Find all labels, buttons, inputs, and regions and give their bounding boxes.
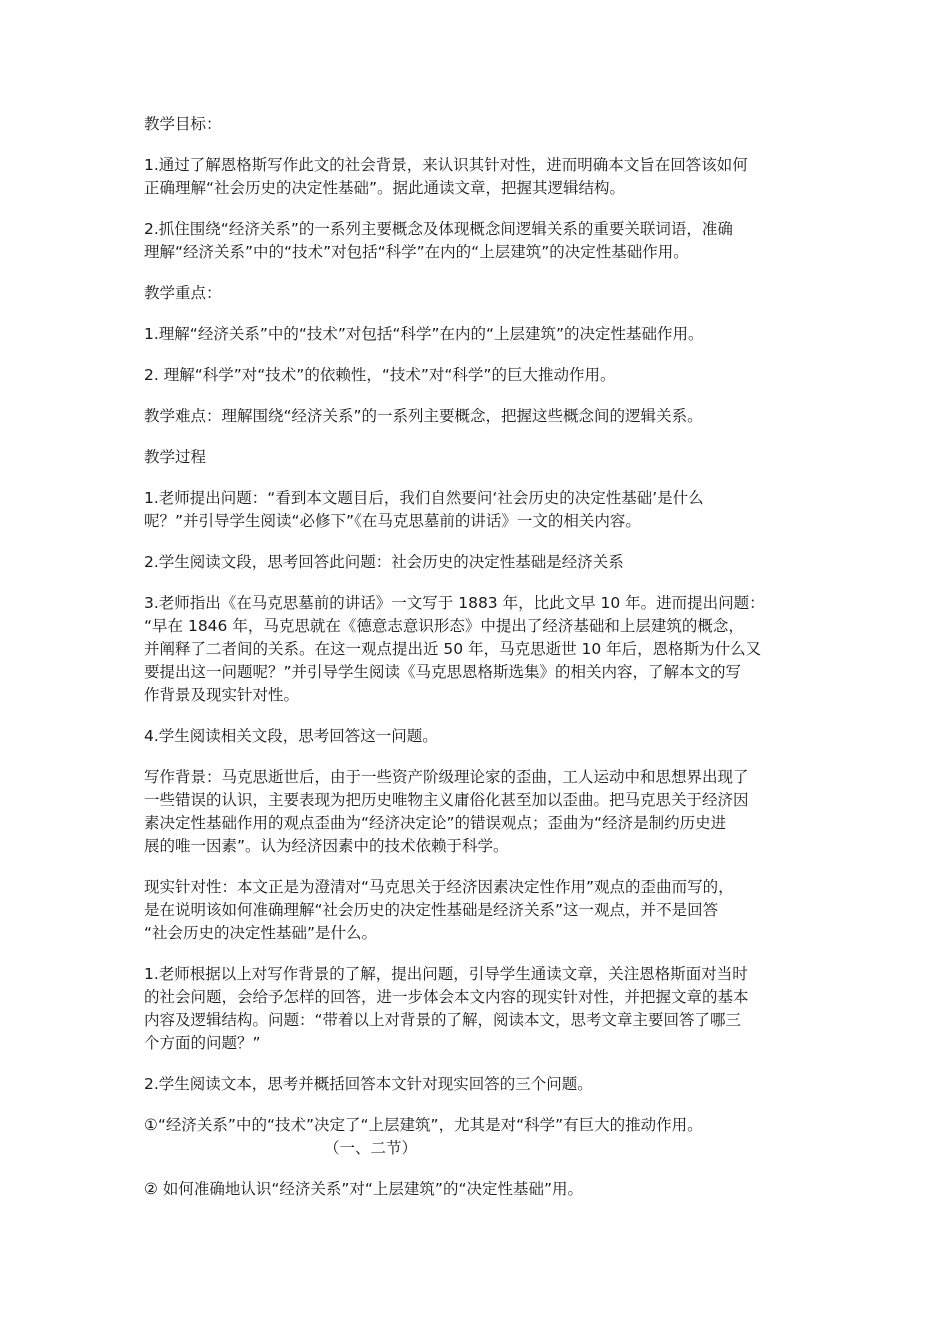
text-line: 正确理解“社会历史的决定性基础”。据此通读文章，把握其逻辑结构。 bbox=[144, 179, 626, 197]
paragraph bbox=[144, 113, 809, 136]
text-line: 教学重点： bbox=[144, 284, 222, 302]
text-line: 理解“经济关系”中的“技术”对包括“科学”在内的“上层建筑”的决定性基础作用。 bbox=[144, 243, 689, 261]
text-line: 的社会问题，会给予怎样的回答，进一步体会本文内容的现实针对性，并把握文章的基本 bbox=[144, 988, 749, 1006]
paragraph bbox=[144, 766, 809, 858]
paragraph bbox=[144, 282, 809, 305]
paragraph bbox=[144, 725, 809, 748]
paragraph bbox=[144, 323, 809, 346]
text-line: 素决定性基础作用的观点歪曲为“经济决定论”的错误观点；歪曲为“经济是制约历史进 bbox=[144, 814, 727, 832]
paragraph bbox=[144, 154, 809, 200]
paragraph bbox=[144, 551, 809, 574]
text-line: “社会历史的决定性基础”是什么。 bbox=[144, 924, 378, 942]
text-line: 2. 理解“科学”对“技术”的依赖性，“技术”对“科学”的巨大推动作用。 bbox=[144, 366, 616, 384]
paragraph bbox=[144, 1073, 809, 1096]
text-line: 1.老师提出问题：“看到本文题目后，我们自然要问‘社会历史的决定性基础’是什么 bbox=[144, 489, 704, 507]
text-line: 3.老师指出《在马克思墓前的讲话》一文写于 1883 年，比此文早 10 年。进而提出问题： bbox=[144, 594, 765, 612]
text-line: 是在说明该如何准确理解“社会历史的决定性基础是经济关系”这一观点，并不是回答 bbox=[144, 901, 719, 919]
text-line: 2.抓住围绕“经济关系”的一系列主要概念及体现概念间逻辑关系的重要关联词语，准确 bbox=[144, 220, 733, 238]
paragraph bbox=[144, 1114, 809, 1160]
text-line: ①“经济关系”中的“技术”决定了“上层建筑”，尤其是对“科学”有巨大的推动作用。 bbox=[144, 1116, 703, 1134]
text-line: 呢？”并引导学生阅读“必修下”《在马克思墓前的讲话》一文的相关内容。 bbox=[144, 512, 641, 530]
text-line: 1.通过了解恩格斯写作此文的社会背景，来认识其针对性，进而明确本文旨在回答该如何 bbox=[144, 156, 748, 174]
text-line: “早在 1846 年，马克思就在《德意志意识形态》中提出了经济基础和上层建筑的概念， bbox=[144, 617, 744, 635]
paragraph bbox=[144, 364, 809, 387]
text-line: 教学难点：理解围绕“经济关系”的一系列主要概念，把握这些概念间的逻辑关系。 bbox=[144, 407, 703, 425]
text-line: 教学目标： bbox=[144, 115, 222, 133]
text-line: 教学过程 bbox=[144, 448, 207, 466]
text-line: ② 如何准确地认识“经济关系”对“上层建筑”的“决定性基础”用。 bbox=[144, 1180, 584, 1198]
paragraph bbox=[144, 963, 809, 1055]
paragraph bbox=[144, 876, 809, 945]
document-body bbox=[144, 113, 809, 1219]
text-line: 现实针对性：本文正是为澄清对“马克思关于经济因素决定性作用”观点的歪曲而写的， bbox=[144, 878, 734, 896]
text-line: 个方面的问题？” bbox=[144, 1034, 261, 1052]
text-line: 2.学生阅读文本，思考并概括回答本文针对现实回答的三个问题。 bbox=[144, 1075, 593, 1093]
text-line: 展的唯一因素”。认为经济因素中的技术依赖于科学。 bbox=[144, 837, 509, 855]
text-line: 作背景及现实针对性。 bbox=[144, 686, 300, 704]
paragraph bbox=[144, 487, 809, 533]
paragraph bbox=[144, 1178, 809, 1201]
text-line: 内容及逻辑结构。问题：“带着以上对背景的了解，阅读本文，思考文章主要回答了哪三 bbox=[144, 1011, 742, 1029]
paragraph bbox=[144, 218, 809, 264]
text-line: 1.理解“经济关系”中的“技术”对包括“科学”在内的“上层建筑”的决定性基础作用。 bbox=[144, 325, 704, 343]
text-line: 并阐释了二者间的关系。在这一观点提出近 50 年，马克思逝世 10 年后，恩格斯为什么又 bbox=[144, 640, 762, 658]
text-line: 要提出这一问题呢？”并引导学生阅读《马克思恩格斯选集》的相关内容，了解本文的写 bbox=[144, 663, 742, 681]
paragraph bbox=[144, 592, 809, 707]
text-line: 一些错误的认识，主要表现为把历史唯物主义庸俗化甚至加以歪曲。把马克思关于经济因 bbox=[144, 791, 749, 809]
text-line: 4.学生阅读相关文段，思考回答这一问题。 bbox=[144, 727, 438, 745]
section-note: （一、二节） bbox=[324, 1139, 418, 1157]
text-line: 写作背景：马克思逝世后，由于一些资产阶级理论家的歪曲，工人运动中和思想界出现了 bbox=[144, 768, 749, 786]
text-line: 1.老师根据以上对写作背景的了解，提出问题，引导学生通读文章，关注恩格斯面对当时 bbox=[144, 965, 748, 983]
text-line: 2.学生阅读文段，思考回答此问题：社会历史的决定性基础是经济关系 bbox=[144, 553, 624, 571]
paragraph bbox=[144, 405, 809, 428]
paragraph bbox=[144, 446, 809, 469]
